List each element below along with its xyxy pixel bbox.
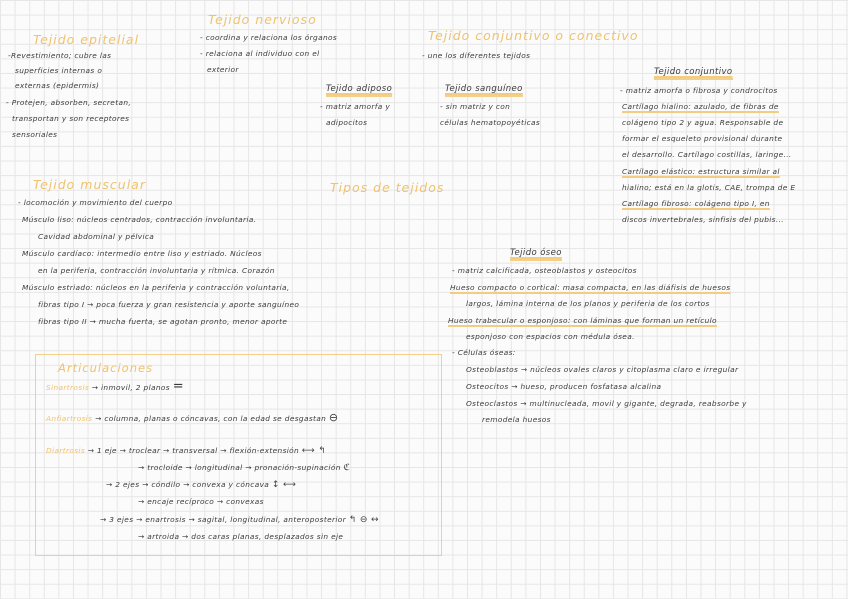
oseo-line: esponjoso con espacios con médula ósea. xyxy=(466,332,635,341)
oseo-line: Osteocitos → hueso, producen fosfatasa alcalina xyxy=(466,382,662,391)
nervioso-line: - coordina y relaciona los órganos xyxy=(200,33,338,42)
sinartrosis-label: Sinartrosis xyxy=(46,383,90,392)
diartrosis-row xyxy=(106,479,296,491)
epitelial-line: sensoriales xyxy=(12,130,58,139)
epitelial-line: superficies internas o xyxy=(15,66,103,75)
diartrosis-row xyxy=(46,445,326,457)
equals-icon: = xyxy=(172,379,184,394)
conjuntivo-line: hialino; está en la glotis, CAE, trompa de E xyxy=(622,183,796,192)
anfiartrosis-row xyxy=(46,412,338,425)
epitelial-line: -Revestimiento; cubre las xyxy=(8,51,112,60)
diartrosis-line: → trocloide → longitudinal → pronación-supinación xyxy=(138,463,341,472)
diartrosis-row xyxy=(138,462,350,474)
sanguineo-line: - sin matriz y con xyxy=(440,102,511,111)
articulaciones-title: Articulaciones xyxy=(58,361,154,375)
oseo-line: - Células óseas: xyxy=(452,348,516,357)
epitelial-line: transportan y son receptores xyxy=(12,114,130,123)
conjuntivo-line: el desarrollo. Cartílago costillas, laringe... xyxy=(622,150,792,159)
adiposo-title: Tejido adiposo xyxy=(326,84,392,97)
diartrosis-row xyxy=(138,531,343,543)
conjuntivo-line: Cartílago elástico: estructura similar al xyxy=(622,167,780,176)
oseo-line: - matriz calcificada, osteoblastos y osteocitos xyxy=(452,266,637,275)
anfiartrosis-label: Anfiartrosis xyxy=(46,414,93,423)
sanguineo-title: Tejido sanguíneo xyxy=(445,84,523,97)
conjuntivo-line: - matriz amorfa o fibrosa y condrocitos xyxy=(620,86,778,95)
muscular-line: Músculo cardíaco: intermedio entre liso y estriado. Núcleos xyxy=(22,249,262,258)
oseo-line: Osteoblastos → núcleos ovales claros y citoplasma claro e irregular xyxy=(466,365,739,374)
muscular-line: Músculo estriado: núcleos en la periferia y contracción voluntaria, xyxy=(22,283,290,292)
conjuntivo-sub-title: Tejido conjuntivo xyxy=(654,67,733,80)
diartrosis-label: Diartrosis xyxy=(46,446,86,455)
diartrosis-row xyxy=(138,496,264,508)
conjuntivo-line: Cartílago fibroso: colágeno tipo I, en xyxy=(622,199,770,208)
sinartrosis-row xyxy=(46,381,184,394)
oseo-line: largos, lámina interna de los planos y periferia de los cortos xyxy=(466,299,710,308)
diartrosis-line: → 2 ejes → cóndilo → convexa y cóncava xyxy=(106,480,270,489)
conjuntivo-line: Cartílago hialino: azulado, de fibras de xyxy=(622,102,779,111)
diartrosis-line: → 3 ejes → enartrosis → sagital, longitudinal, anteroposterior xyxy=(100,515,347,524)
muscular-title: Tejido muscular xyxy=(33,177,146,192)
movement-arrows-icon: ⟷ ↰ xyxy=(301,446,327,456)
epitelial-line: - Protejen, absorben, secretan, xyxy=(6,98,132,107)
adiposo-line: adipocitos xyxy=(326,118,368,127)
epitelial-line: externas (epidermis) xyxy=(15,81,100,90)
conjuntivo-line: discos invertebrales, sinfisis del pubis... xyxy=(622,215,784,224)
diartrosis-line: → 1 eje → troclear → transversal → flexión-extensión xyxy=(87,446,300,455)
conjuntivo-intro: - une los diferentes tejidos xyxy=(422,51,531,60)
epitelial-title: Tejido epitelial xyxy=(33,32,140,47)
muscular-line: fibras tipo II → mucha fuerta, se agotan pronto, menor aporte xyxy=(38,317,288,326)
diartrosis-row xyxy=(100,514,379,526)
triaxial-arrows-icon: ↰ ⊖ ↔ xyxy=(348,515,379,525)
muscular-line: Músculo liso: núcleos centrados, contracción involuntaria. xyxy=(22,215,257,224)
nervioso-title: Tejido nervioso xyxy=(208,12,317,27)
anfiartrosis-text: → columna, planas o cóncavas, con la edad se desgastan xyxy=(95,414,327,423)
circle-minus-icon: ⊖ xyxy=(328,411,339,424)
nervioso-line: - relaciona al individuo con el xyxy=(200,49,320,58)
muscular-line: fibras tipo I → poca fuerza y gran resistencia y aporte sanguíneo xyxy=(38,300,300,309)
page-title: Tipos de tejidos xyxy=(330,180,445,195)
nervioso-line: exterior xyxy=(207,65,239,74)
adiposo-line: - matriz amorfa y xyxy=(320,102,391,111)
oseo-line: remodela huesos xyxy=(482,415,551,424)
muscular-line: Cavidad abdominal y pélvica xyxy=(38,232,155,241)
conjuntivo-line: formar el esqueleto provisional durante xyxy=(622,134,783,143)
rotation-icon: ℭ xyxy=(343,463,351,473)
sinartrosis-text: → inmovil, 2 planos xyxy=(91,383,170,392)
conjuntivo-title: Tejido conjuntivo o conectivo xyxy=(428,28,639,43)
oseo-line: Osteoclastos → multinucleada, movil y gigante, degrada, reabsorbe y xyxy=(466,399,747,408)
conjuntivo-line: colágeno tipo 2 y agua. Responsable de xyxy=(622,118,784,127)
biaxial-arrows-icon: ↕ ⟷ xyxy=(271,480,297,490)
oseo-line: Hueso compacto o cortical: masa compacta, en las diáfisis de huesos xyxy=(450,283,731,292)
oseo-line: Hueso trabecular o esponjoso: con láminas que forman un retículo xyxy=(448,316,717,325)
oseo-title: Tejido óseo xyxy=(510,248,562,261)
diartrosis-line: → encaje recíproco → convexas xyxy=(138,497,264,506)
diartrosis-line: → artroida → dos caras planas, desplazados sin eje xyxy=(138,532,344,541)
muscular-line: - locomoción y movimiento del cuerpo xyxy=(18,198,173,207)
muscular-line: en la periferia, contracción involuntaria y rítmica. Corazón xyxy=(38,266,275,275)
sanguineo-line: células hematopoyéticas xyxy=(440,118,541,127)
